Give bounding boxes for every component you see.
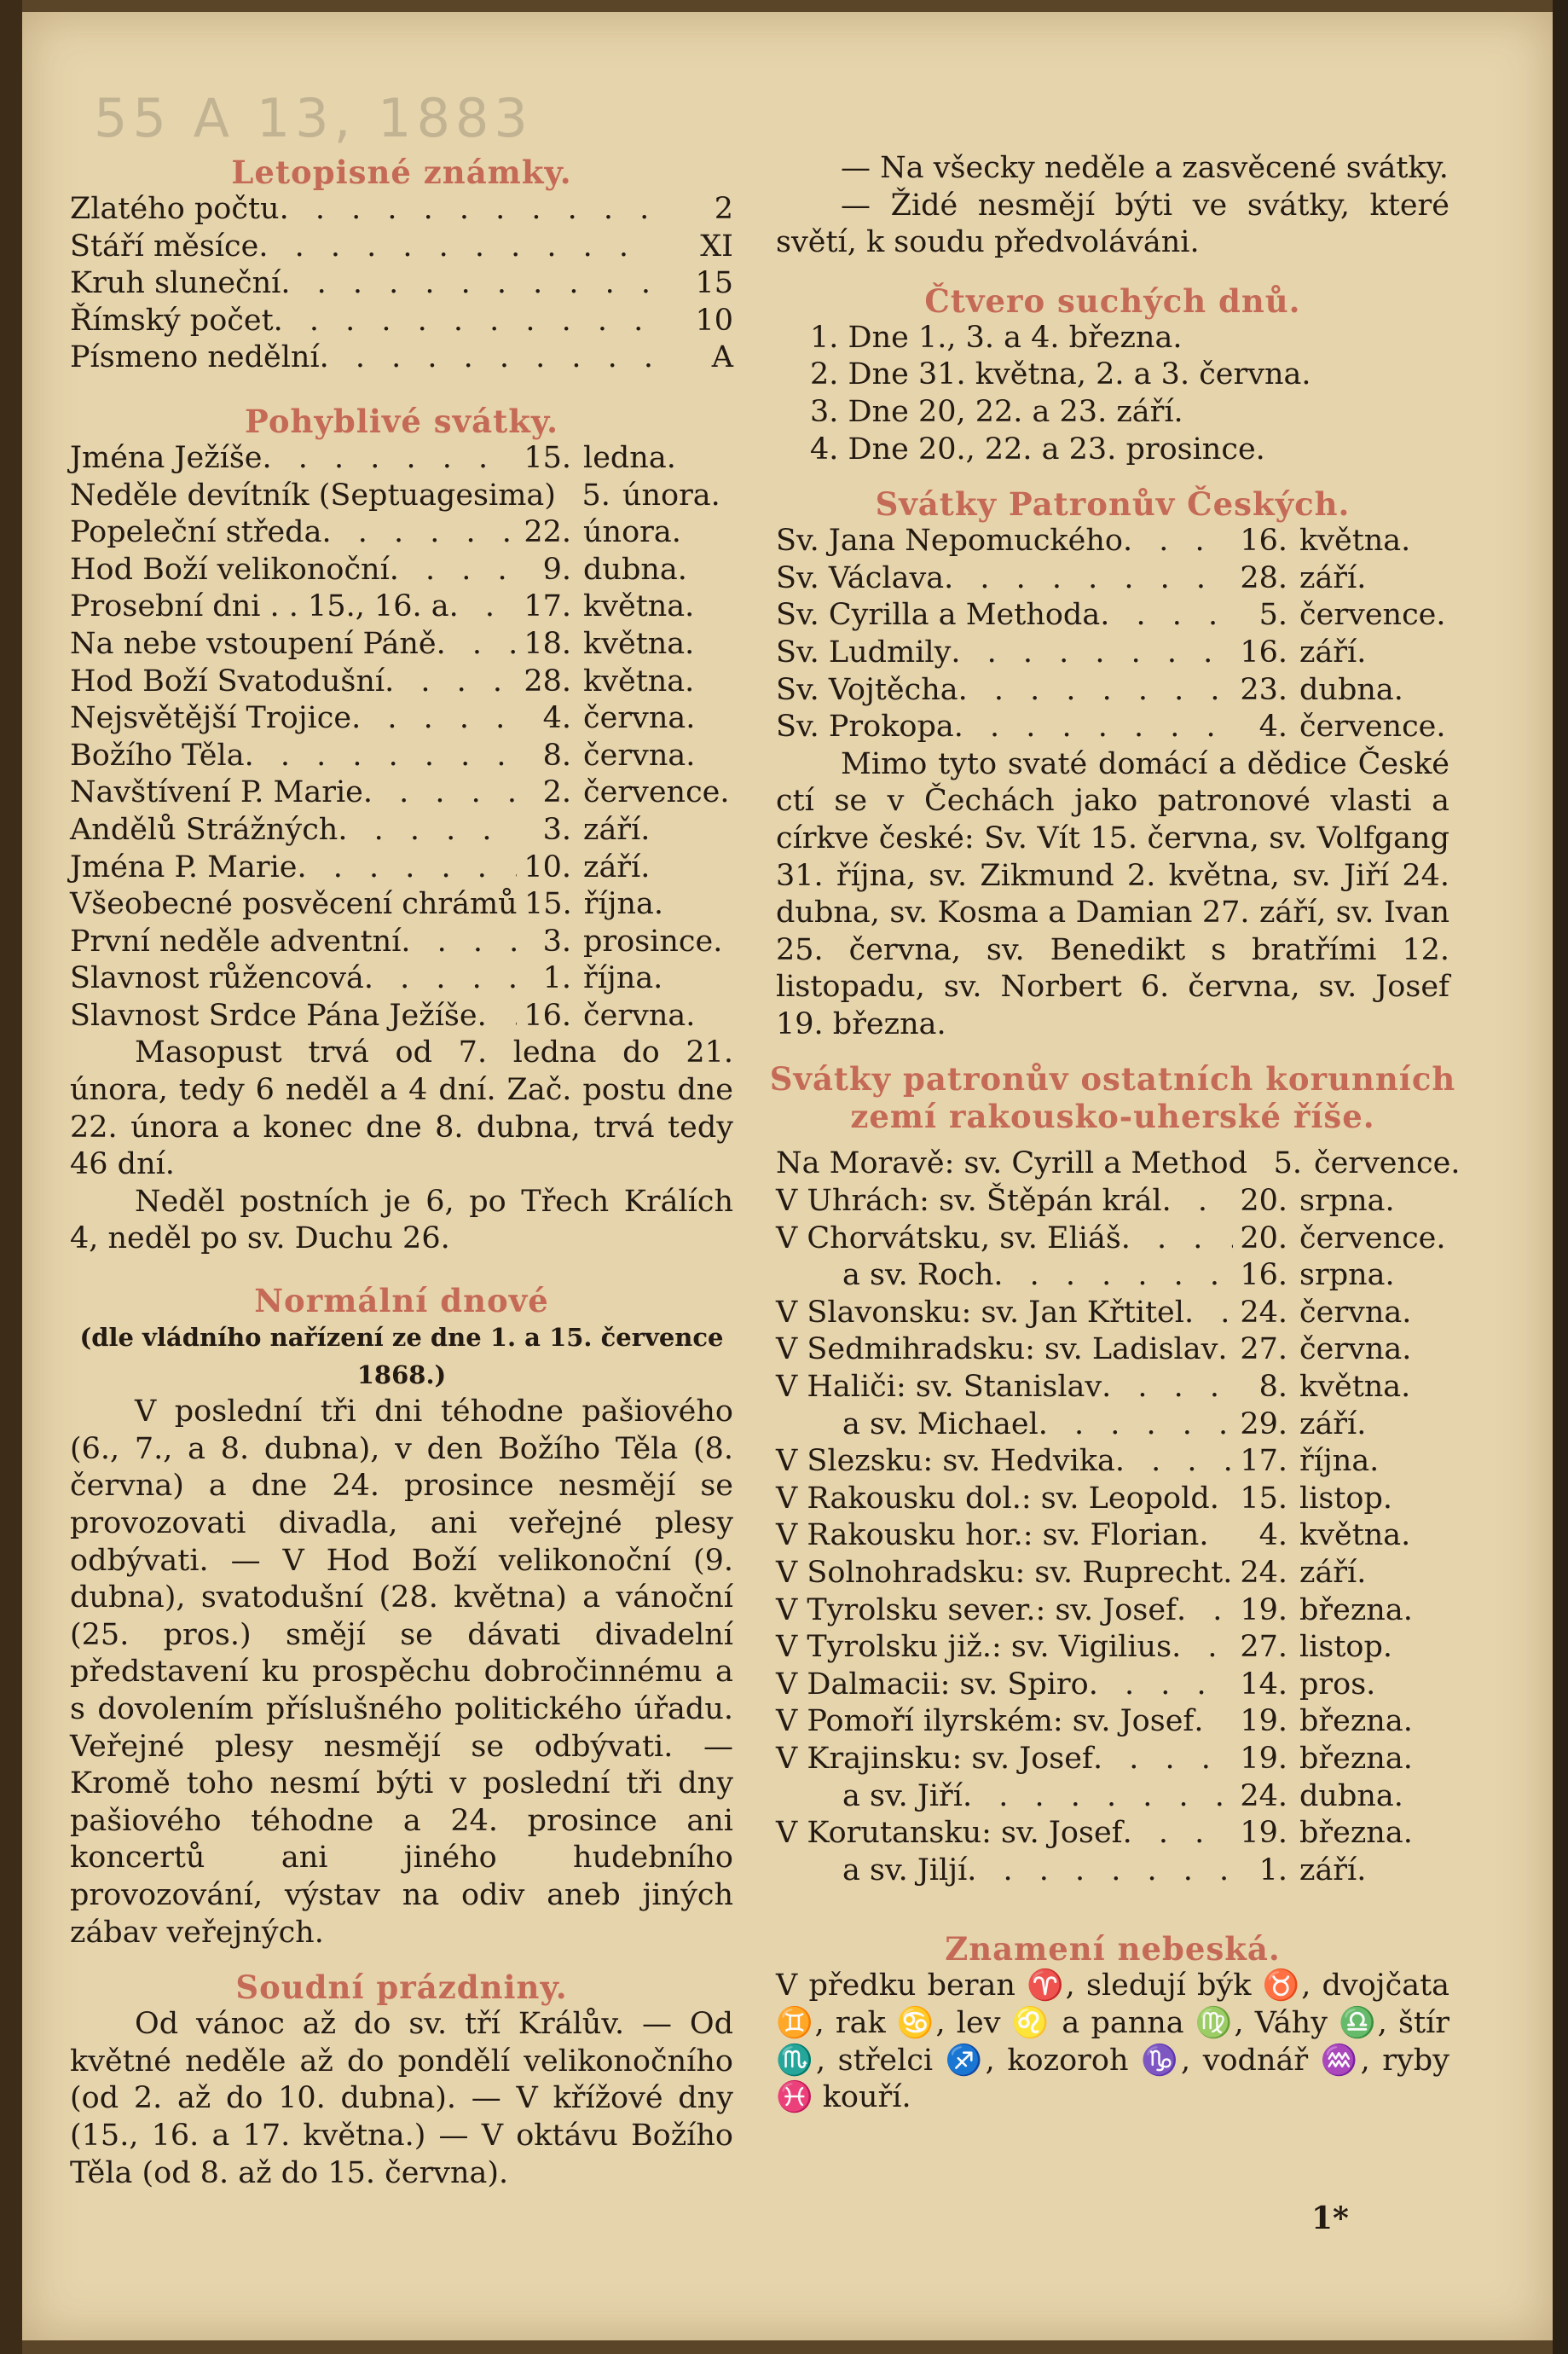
row-month: března. xyxy=(1299,1741,1413,1776)
row-label: Navštívení P. Marie xyxy=(70,775,363,810)
dot-leader xyxy=(401,924,517,961)
ctvero-list xyxy=(776,320,1449,468)
dot-leader xyxy=(437,626,517,664)
row-month: června. xyxy=(583,998,696,1033)
list-row xyxy=(776,1667,1449,1704)
list-row xyxy=(70,265,733,303)
row-month: listop. xyxy=(1299,1630,1393,1665)
dot-leader xyxy=(280,191,657,229)
row-month: října. xyxy=(583,887,664,922)
row-label: Písmeno nedělní xyxy=(70,340,320,375)
row-month: září. xyxy=(1299,1852,1367,1887)
ostatnich-title-2: zemí rakousko-uherské říše. xyxy=(850,1098,1375,1136)
list-row xyxy=(70,924,733,961)
row-label: Kruh sluneční xyxy=(70,266,281,301)
list-row xyxy=(776,560,1449,598)
row-day: 16. xyxy=(1240,1258,1287,1293)
row-label: V Krajinsku: sv. Josef xyxy=(776,1741,1093,1776)
list-row xyxy=(70,700,733,738)
row-label: V Rakousku hor.: sv. Florian xyxy=(776,1518,1200,1553)
row-day: 27. xyxy=(1240,1630,1287,1665)
row-month: května. xyxy=(1299,524,1411,559)
row-label: Všeobecné posvěcení chrámů xyxy=(70,887,518,922)
ctvero-title: Čtvero suchých dnů. xyxy=(924,281,1301,320)
dot-leader xyxy=(1177,1592,1233,1630)
book-spine xyxy=(0,0,22,2354)
list-row xyxy=(776,1369,1449,1406)
row-day: 8. xyxy=(542,738,571,773)
dot-leader xyxy=(1184,1295,1233,1332)
row-label: Nejsvětější Trojice xyxy=(70,701,352,736)
list-row xyxy=(776,1703,1449,1741)
row-month: dubna. xyxy=(583,552,687,587)
list-row xyxy=(776,1443,1449,1481)
row-label: V Slavonsku: sv. Jan Křtitel xyxy=(776,1295,1184,1330)
row-day: 23. xyxy=(1240,672,1287,707)
row-label: Sv. Ludmily xyxy=(776,635,952,670)
row-day: 5. xyxy=(1258,598,1287,633)
row-day: 19. xyxy=(1240,1704,1287,1739)
nedel-text: Neděl postních je 6, po Třech Králích 4, neděl po sv. Duchu 26. xyxy=(70,1184,733,1256)
row-day: 3. xyxy=(542,924,571,959)
row-label: Popeleční středa xyxy=(70,515,322,550)
dot-leader xyxy=(1194,1703,1233,1741)
row-day: 28. xyxy=(1240,560,1287,595)
row-day: 16. xyxy=(1240,635,1287,670)
row-month: září. xyxy=(583,812,651,847)
list-row xyxy=(776,1257,1449,1295)
list-row xyxy=(70,849,733,887)
row-label: Jména P. Marie xyxy=(70,849,298,884)
dot-leader xyxy=(1172,1629,1233,1667)
dot-leader xyxy=(298,849,517,887)
row-label: V Dalmacii: sv. Spiro xyxy=(776,1667,1089,1702)
row-month: července. xyxy=(1299,598,1446,633)
dot-leader xyxy=(1218,1331,1233,1369)
list-row xyxy=(776,523,1449,560)
row-day: 9. xyxy=(542,552,571,587)
row-month: července. xyxy=(1313,1146,1461,1181)
row-month: května. xyxy=(583,626,695,661)
row-label: Sv. Václava xyxy=(776,560,945,595)
dot-leader xyxy=(390,552,517,589)
row-month: srpna. xyxy=(1299,1258,1395,1293)
row-label: V Tyrolsku sever.: sv. Josef xyxy=(776,1592,1177,1627)
row-month: července. xyxy=(583,775,730,810)
row-day: 20. xyxy=(1240,1184,1287,1219)
patronu-ceskych-title: Svátky Patronův Českých. xyxy=(875,485,1351,524)
row-month: pros. xyxy=(1299,1667,1376,1702)
normalni-subtitle: (dle vládního nařízení ze dne 1. a 15. července 1868.) xyxy=(79,1323,724,1389)
row-label: V Sedmihradsku: sv. Ladislav xyxy=(776,1332,1218,1367)
list-row xyxy=(776,597,1449,635)
row-day: A xyxy=(711,340,733,375)
row-month: května. xyxy=(1299,1370,1411,1405)
dot-leader xyxy=(385,664,517,701)
row-day: 1. xyxy=(1258,1852,1287,1887)
row-day: 4. xyxy=(1258,710,1287,745)
right-column xyxy=(769,151,1461,2117)
list-row xyxy=(776,1852,1449,1890)
row-label: a sv. Michael xyxy=(842,1406,1039,1441)
row-label: Neděle devítník (Septuagesima) xyxy=(70,478,556,513)
row-day: 24. xyxy=(1240,1295,1287,1330)
list-row xyxy=(70,478,733,515)
row-month: března. xyxy=(1299,1704,1413,1739)
right-top-line1: — Na všecky neděle a zasvěcené svátky. xyxy=(841,151,1449,185)
row-day: 16. xyxy=(1240,524,1287,559)
row-day: 15. xyxy=(524,887,572,922)
list-row xyxy=(776,1555,1449,1592)
row-day: 15. xyxy=(1240,1481,1287,1516)
list-row xyxy=(70,303,733,340)
dot-leader xyxy=(477,998,517,1035)
row-month: února. xyxy=(583,515,681,550)
row-label: Hod Boží Svatodušní xyxy=(70,664,385,699)
row-label: První neděle adventní xyxy=(70,924,402,959)
row-day: 1. xyxy=(542,961,571,996)
dot-leader xyxy=(363,774,517,812)
row-label: Slavnost Srdce Pána Ježíše xyxy=(70,998,477,1033)
list-row xyxy=(776,1406,1449,1444)
right-top-line2: — Židé nesmějí býti ve svátky, které světí, k soudu předvoláváni. xyxy=(776,188,1449,260)
list-row xyxy=(70,588,733,626)
list-row xyxy=(70,552,733,589)
dot-leader xyxy=(1121,1220,1233,1258)
row-label: V Korutansku: sv. Josef xyxy=(776,1816,1123,1851)
row-day: 4. xyxy=(542,701,571,736)
dot-leader xyxy=(1115,1443,1233,1481)
dot-leader xyxy=(954,709,1233,746)
list-row xyxy=(776,1183,1449,1220)
row-label: Římský počet xyxy=(70,303,274,338)
row-day: 22. xyxy=(524,515,571,550)
row-label: Jména Ježíše xyxy=(70,440,263,475)
list-row xyxy=(70,886,733,924)
row-day: XI xyxy=(700,229,733,264)
row-month: května. xyxy=(583,589,695,624)
dot-leader xyxy=(951,635,1233,672)
znameni-text: V předku beran ♈, sledují býk ♉, dvojčata ♊, rak ♋, lev ♌ a panna ♍, Váhy ♎, štír ♏, střelci ♐, kozoroh ♑, vodnář ♒, ryby ♓ kouří. xyxy=(776,1968,1449,2115)
row-month: září. xyxy=(583,849,651,884)
left-column xyxy=(70,154,733,2192)
list-row xyxy=(70,960,733,998)
dot-leader xyxy=(320,339,657,377)
dot-leader xyxy=(1123,1815,1233,1852)
row-day: 24. xyxy=(1240,1556,1287,1590)
ostatnich-list xyxy=(776,1145,1461,1889)
row-day: 19. xyxy=(1240,1592,1287,1627)
row-day: 16. xyxy=(524,998,571,1033)
row-month: května. xyxy=(583,664,695,699)
list-row xyxy=(776,1592,1449,1630)
row-label: Sv. Cyrilla a Methoda xyxy=(776,598,1101,633)
row-label: V Solnohradsku: sv. Ruprecht xyxy=(776,1556,1224,1590)
dot-leader xyxy=(1089,1667,1233,1704)
row-label: Na Moravě: sv. Cyrill a Method xyxy=(776,1146,1247,1181)
row-day: 28. xyxy=(524,664,571,699)
ostatnich-title-1: Svátky patronův ostatních korunních xyxy=(769,1060,1456,1099)
row-day: 24. xyxy=(1240,1778,1287,1813)
letopisne-list xyxy=(70,191,733,377)
dot-leader xyxy=(1210,1481,1233,1518)
row-day: 5. xyxy=(581,478,610,513)
row-label: Na nebe vstoupení Páně xyxy=(70,626,437,661)
dot-leader xyxy=(338,812,517,849)
pohyblive-list xyxy=(70,440,733,1035)
list-row xyxy=(776,1145,1461,1183)
list-row xyxy=(70,191,733,229)
row-day: 29. xyxy=(1240,1406,1287,1441)
dot-leader xyxy=(1093,1741,1233,1778)
row-label: V Tyrolsku již.: sv. Vigilius xyxy=(776,1630,1172,1665)
dot-leader xyxy=(274,303,657,340)
row-label: V Chorvátsku, sv. Eliáš xyxy=(776,1220,1121,1255)
row-label: V Haliči: sv. Stanislav xyxy=(776,1370,1102,1405)
list-row xyxy=(776,635,1449,672)
row-day: 8. xyxy=(1258,1370,1287,1405)
row-day: 10 xyxy=(695,303,733,338)
row-label: Stáří měsíce xyxy=(70,229,259,264)
row-day: 19. xyxy=(1240,1741,1287,1776)
dot-leader xyxy=(258,229,657,266)
row-label: Sv. Vojtěcha xyxy=(776,672,958,707)
soudni-text: Od vánoc až do sv. tří Králův. — Od květné neděle až do pondělí velikonočního (od 2. až do 10. dubna). — V křížové dny (15., 16. a 17. května.) — V oktávu Božího Těla (od 8. až do 15. června). xyxy=(70,2007,733,2190)
row-month: května. xyxy=(1299,1518,1411,1553)
dot-leader xyxy=(963,1778,1233,1816)
dot-leader xyxy=(263,440,517,478)
list-row xyxy=(70,738,733,775)
row-label: a sv. Roch xyxy=(842,1258,994,1293)
row-label: a sv. Jiljí xyxy=(842,1852,968,1887)
dot-leader xyxy=(1199,1517,1233,1555)
row-month: června. xyxy=(583,738,696,773)
list-row xyxy=(70,626,733,664)
list-row xyxy=(70,514,733,552)
row-day: 15. xyxy=(524,440,571,475)
list-row xyxy=(70,998,733,1035)
page-edge xyxy=(1553,0,1568,2354)
patronu-ceskych-list xyxy=(776,523,1449,746)
list-row xyxy=(70,664,733,701)
row-day: 18. xyxy=(524,626,571,661)
row-month: prosince. xyxy=(583,924,723,959)
row-day: 5. xyxy=(1273,1146,1302,1181)
dot-leader xyxy=(351,700,517,738)
ctvero-row: 4. Dne 20., 22. a 23. prosince. xyxy=(810,432,1265,467)
dot-leader xyxy=(245,738,517,775)
dot-leader xyxy=(1123,523,1233,560)
ctvero-row: 2. Dne 31. května, 2. a 3. června. xyxy=(810,357,1311,392)
row-day: 2 xyxy=(714,192,733,226)
dot-leader xyxy=(364,960,517,998)
row-day: 17. xyxy=(1240,1444,1287,1479)
row-day: 20. xyxy=(1240,1220,1287,1255)
row-day: 14. xyxy=(1240,1667,1287,1702)
normalni-title: Normální dnové xyxy=(254,1282,549,1320)
list-row xyxy=(70,229,733,266)
list-row xyxy=(776,1629,1449,1667)
ctvero-row: 3. Dne 20, 22. a 23. září. xyxy=(810,394,1183,429)
row-month: ledna. xyxy=(583,440,676,475)
row-day: 3. xyxy=(542,812,571,847)
pencil-note: 55 A 13, 1883 xyxy=(94,87,533,149)
list-row xyxy=(70,774,733,812)
row-label: Sv. Prokopa xyxy=(776,710,954,745)
list-row xyxy=(776,1220,1449,1258)
znameni-title: Znamení nebeská. xyxy=(945,1930,1281,1968)
row-month: června. xyxy=(1299,1295,1412,1330)
row-label: Zlatého počtu xyxy=(70,192,280,226)
list-row xyxy=(776,1481,1449,1518)
dot-leader xyxy=(1102,1369,1233,1406)
row-month: října. xyxy=(1299,1444,1380,1479)
list-row xyxy=(776,1815,1449,1852)
masopust-text: Masopust trvá od 7. ledna do 21. února, tedy 6 neděl a 4 dní. Zač. postu dne 22. února a konec dne 8. dubna, trvá tedy 46 dní. xyxy=(70,1035,733,1182)
row-day: 2. xyxy=(542,775,571,810)
dot-leader xyxy=(1100,597,1233,635)
row-month: března. xyxy=(1299,1592,1413,1627)
row-month: dubna. xyxy=(1299,672,1403,707)
soudni-title: Soudní prázdniny. xyxy=(235,1968,568,2007)
row-month: října. xyxy=(583,961,663,996)
ctvero-row: 1. Dne 1., 3. a 4. března. xyxy=(810,320,1183,355)
row-label: V Pomoří ilyrském: sv. Josef xyxy=(776,1704,1195,1739)
patronu-ceskych-text: Mimo tyto svaté domácí a dědice České ctí se v Čechách jako patronové vlasti a církve české: Sv. Vít 15. června, sv. Volfgang 31. října, sv. Zikmund 2. května, sv. Jiří 24. dubna, sv. Kosma a Damian 27. září, sv. Ivan 25. června, sv. Benedikt s bratřími 12. listopadu, sv. Norbert 6. června, sv. Josef 19. března. xyxy=(776,746,1449,1041)
row-label: Sv. Jana Nepomuckého xyxy=(776,524,1123,559)
row-month: září. xyxy=(1299,635,1367,670)
row-day: 15 xyxy=(695,266,733,301)
dot-leader xyxy=(958,672,1233,710)
list-row xyxy=(70,440,733,478)
list-row xyxy=(776,1331,1449,1369)
pohyblive-title: Pohyblivé svátky. xyxy=(245,402,558,440)
dot-leader xyxy=(321,514,517,552)
list-row xyxy=(70,339,733,377)
list-row xyxy=(776,1778,1449,1816)
row-label: a sv. Jiří xyxy=(842,1778,963,1813)
row-month: srpna. xyxy=(1299,1184,1395,1219)
row-label: Božího Těla xyxy=(70,738,245,773)
list-row xyxy=(776,1295,1449,1332)
list-row xyxy=(776,1517,1449,1555)
row-month: listop. xyxy=(1299,1481,1393,1516)
list-row xyxy=(776,672,1449,710)
dot-leader xyxy=(1223,1555,1233,1592)
row-month: září. xyxy=(1299,560,1367,595)
row-label: Prosební dni . . 15., 16. a xyxy=(70,589,449,624)
row-label: V Rakousku dol.: sv. Leopold xyxy=(776,1481,1210,1516)
row-month: dubna. xyxy=(1299,1778,1403,1813)
row-label: V Slezsku: sv. Hedvika xyxy=(776,1444,1115,1479)
row-day: 4. xyxy=(1258,1518,1287,1553)
dot-leader xyxy=(449,588,517,626)
row-day: 27. xyxy=(1240,1332,1287,1367)
list-row xyxy=(776,1741,1449,1778)
row-month: července. xyxy=(1299,1220,1446,1255)
row-label: Hod Boží velikonoční xyxy=(70,552,390,587)
dot-leader xyxy=(1162,1183,1233,1220)
row-label: Andělů Strážných xyxy=(70,812,338,847)
row-label: Slavnost růžencová xyxy=(70,961,364,996)
row-month: března. xyxy=(1299,1816,1413,1851)
dot-leader xyxy=(944,560,1233,598)
dot-leader xyxy=(993,1257,1233,1295)
row-month: září. xyxy=(1299,1556,1367,1590)
normalni-text: V poslední tři dni téhodne pašiového (6., 7., a 8. dubna), v den Božího Těla (8. června) a dne 24. prosince nesmějí se provozovati divadla, ani veřejné plesy odbývati. — V Hod Boží velikonoční (9. dubna), svatodušní (28. května) a vánoční (25. pros.) smějí se dávati divadelní představení ku prospěchu dobročinnému a s dovolením příslušného politického úřadu. Veřejné plesy nesmějí se odbývati. — Kromě toho nesmí býti v poslední tři dny pašiového téhodne a 24. prosince ani koncertů ani jiného hudebního provozování, výstav na odiv aneb jiných zábav veřejných. xyxy=(70,1394,733,1950)
row-month: září. xyxy=(1299,1406,1367,1441)
dot-leader xyxy=(1039,1406,1233,1444)
dot-leader xyxy=(281,265,657,303)
row-day: 17. xyxy=(524,589,571,624)
row-day: 10. xyxy=(524,849,571,884)
list-row xyxy=(776,709,1449,746)
letopisne-title: Letopisné známky. xyxy=(231,154,572,191)
row-month: července. xyxy=(1299,710,1446,745)
list-row xyxy=(70,812,733,849)
row-month: června. xyxy=(583,701,696,736)
page-number: 1* xyxy=(1311,2200,1349,2236)
row-month: února. xyxy=(622,478,720,513)
dot-leader xyxy=(967,1852,1233,1890)
row-label: V Uhrách: sv. Štěpán král xyxy=(776,1184,1162,1219)
row-day: 19. xyxy=(1240,1816,1287,1851)
row-month: června. xyxy=(1299,1332,1412,1367)
